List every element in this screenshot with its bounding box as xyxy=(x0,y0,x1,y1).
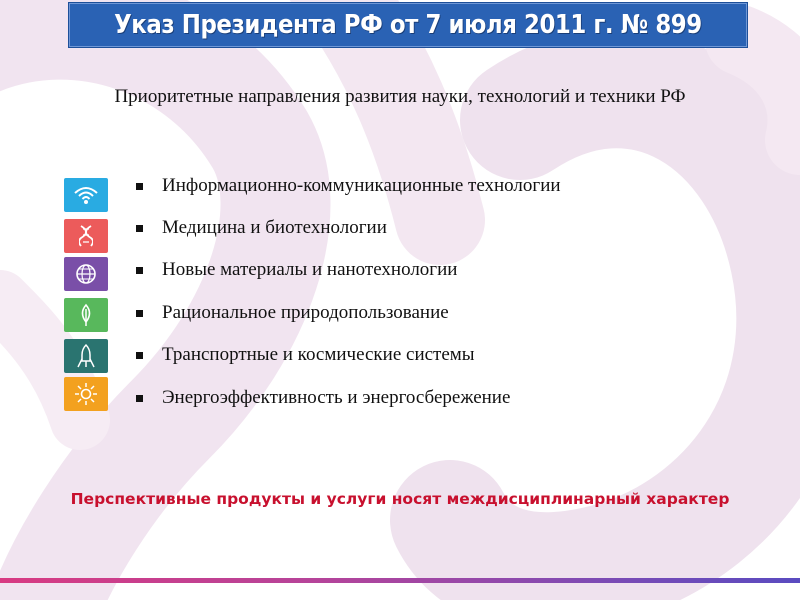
priority-label: Рациональное природопользование xyxy=(162,302,449,323)
priority-label: Информационно-коммуникационные технологии xyxy=(162,175,561,196)
bullet xyxy=(136,225,143,232)
priority-label: Новые материалы и нанотехнологии xyxy=(162,259,458,280)
priority-item xyxy=(64,256,108,292)
priority-label: Транспортные и космические системы xyxy=(162,344,475,365)
title-banner xyxy=(68,2,748,48)
bullet xyxy=(136,310,143,317)
bullet xyxy=(136,395,143,402)
bullet xyxy=(136,267,143,274)
priority-item xyxy=(64,297,108,333)
rocket-icon xyxy=(64,339,108,373)
dna-icon xyxy=(64,219,108,253)
priority-item xyxy=(64,338,108,374)
bullet xyxy=(136,183,143,190)
priority-item xyxy=(64,376,108,412)
nanosphere-icon xyxy=(64,257,108,291)
wifi-icon xyxy=(64,178,108,212)
bullet xyxy=(136,352,143,359)
priority-label: Медицина и биотехнологии xyxy=(162,217,387,238)
subtitle: Приоритетные направления развития науки, технологий и техники РФ xyxy=(114,86,686,107)
priority-label: Энергоэффективность и энергосбережение xyxy=(162,387,511,408)
sun-icon xyxy=(64,377,108,411)
bottom-stripe xyxy=(0,578,800,583)
slide-title: Указ Президента РФ от 7 июля 2011 г. № 899 xyxy=(114,10,702,40)
priority-item xyxy=(64,218,108,254)
leaf-icon xyxy=(64,298,108,332)
footer-statement: Перспективные продукты и услуги носят междисциплинарный характер xyxy=(70,490,730,508)
priority-item xyxy=(64,177,108,213)
